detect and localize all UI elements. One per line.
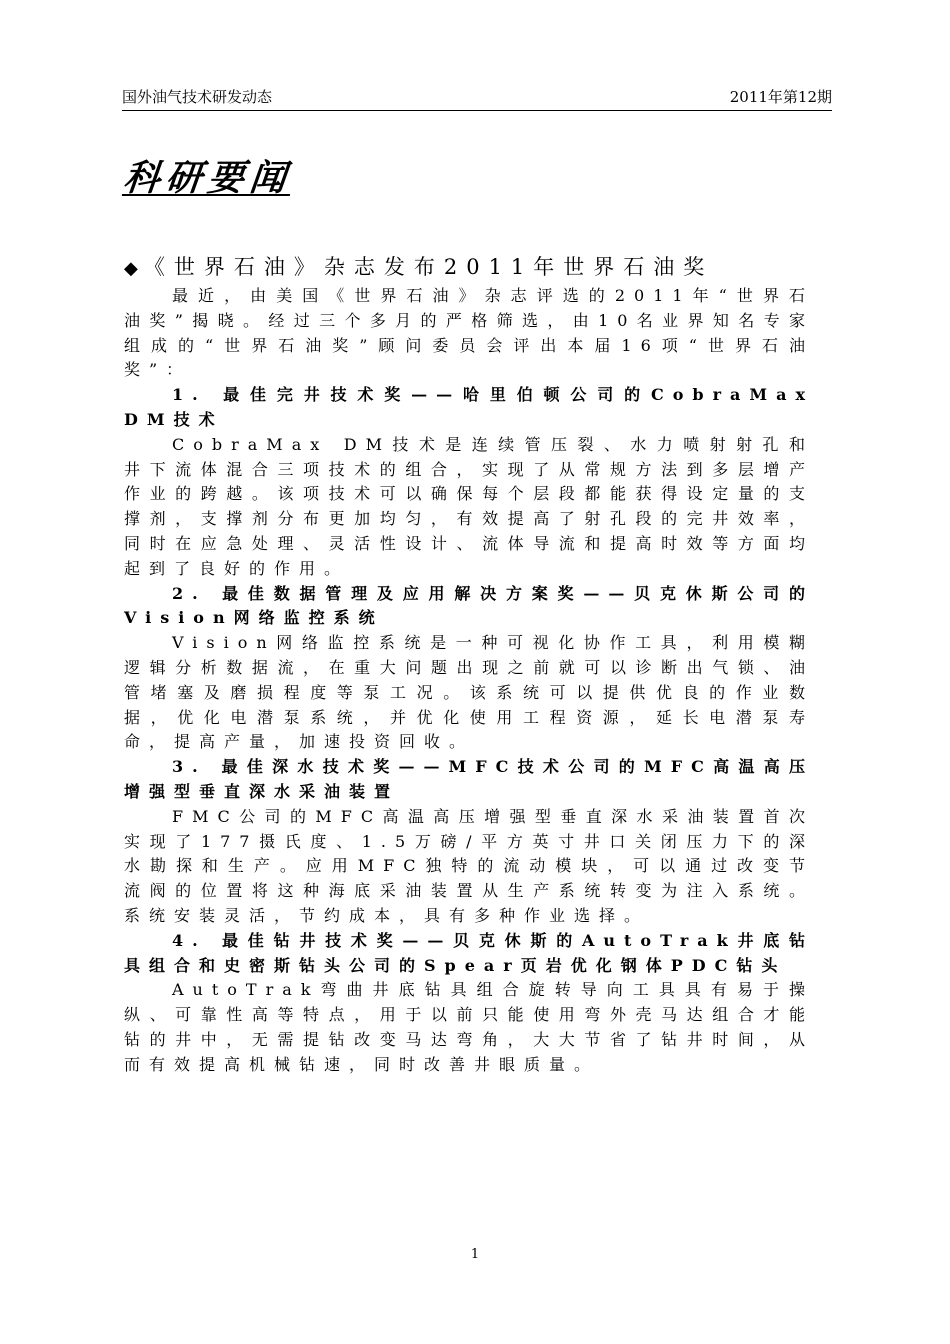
award-heading-4: 4. 最佳钻井技术奖——贝克休斯的AutoTrak井底钻具组合和史密斯钻头公司的Spear页岩优化钢体PDC钻头 — [124, 930, 814, 975]
header-issue-number: 2011年第12期 — [729, 88, 832, 106]
article-title — [124, 252, 814, 284]
page-number: 1 — [470, 1247, 480, 1262]
running-header — [122, 82, 832, 111]
award-heading-1: 1. 最佳完井技术奖——哈里伯顿公司的CobraMax DM技术 — [124, 385, 814, 429]
section-title: 科研要闻 — [121, 157, 294, 199]
award-body-1: CobraMax DM技术是连续管压裂、水力喷射射孔和井下流体混合三项技术的组合，实现了从常规方法到多层增产作业的跨越。该项技术可以确保每个层段都能获得设定量的支撑剂，支撑剂分布更加均匀，有效提高了射孔段的完井效率，同时在应急处理、灵活性设计、流体导流和提高时效等方面均起到了良好的作用。 — [124, 434, 814, 578]
award-body-4: AutoTrak弯曲井底钻具组合旋转导向工具具有易于操纵、可靠性高等特点，用于以前只能使用弯外壳马达组合才能钻的井中，无需提钻改变马达弯角，大大节省了钻井时间，从而有效提高机械钻速，同时改善井眼质量。 — [124, 980, 814, 1074]
header-publication-name: 国外油气技术研发动态 — [122, 88, 273, 106]
award-heading-3: 3. 最佳深水技术奖——MFC技术公司的MFC高温高压增强型垂直深水采油装置 — [124, 757, 814, 801]
award-body-3: FMC公司的MFC高温高压增强型垂直深水采油装置首次实现了177摄氏度、1.5万磅/平方英寸井口关闭压力下的深水勘探和生产。应用MFC独特的流动模块，可以通过改变节流阀的位置将这种海底采油装置从生产系统转变为注入系统。系统安装灵活，节约成本，具有多种作业选择。 — [124, 806, 814, 925]
article — [124, 252, 814, 1078]
diamond-bullet-icon: ◆ — [124, 258, 138, 279]
article-title-text: 《世界石油》杂志发布2011年世界石油奖 — [143, 255, 714, 279]
intro-paragraph: 最近，由美国《世界石油》杂志评选的2011年“世界石油奖”揭晓。经过三个多月的严格筛选，由10名业界知名专家组成的“世界石油奖”顾问委员会评出本届16项“世界石油奖”： — [124, 286, 814, 380]
award-heading-2: 2. 最佳数据管理及应用解决方案奖——贝克休斯公司的Vision网络监控系统 — [124, 583, 814, 628]
award-body-2: Vision网络监控系统是一种可视化协作工具，利用模糊逻辑分析数据流，在重大问题出现之前就可以诊断出气锁、油管堵塞及磨损程度等泵工况。该系统可以提供优良的作业数据，优化电潜泵系统，并优化使用工程资源，延长电潜泵寿命，提高产量，加速投资回收。 — [124, 633, 814, 752]
